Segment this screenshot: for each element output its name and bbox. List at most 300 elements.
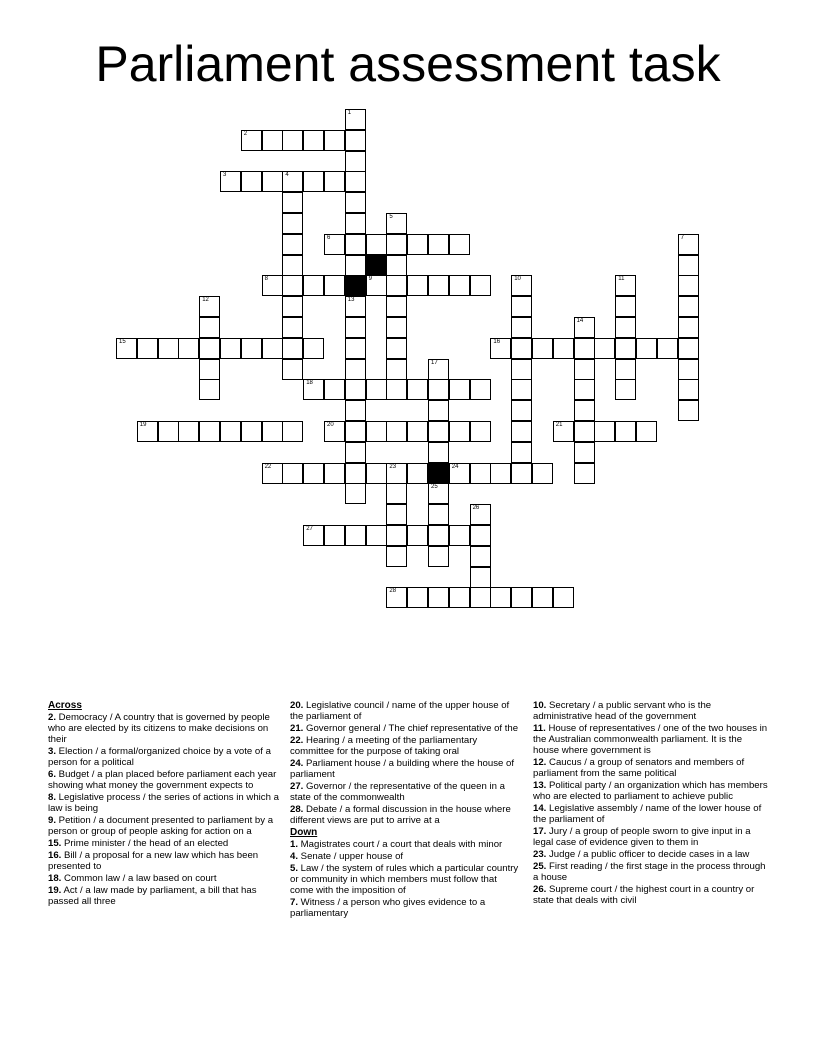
clue-number: 24 [451, 463, 459, 470]
crossword-cell[interactable] [282, 463, 303, 484]
clue-item [533, 826, 769, 848]
clue-item-text: First reading / the first stage in the process through a house [533, 861, 766, 883]
crossword-cell[interactable] [386, 379, 407, 400]
crossword-cell[interactable] [407, 587, 428, 608]
clue-item [290, 897, 522, 919]
crossword-cell[interactable] [282, 359, 303, 380]
crossword-cell[interactable] [386, 234, 407, 255]
crossword-cell[interactable] [282, 338, 303, 359]
crossword-cell[interactable] [574, 359, 595, 380]
clue-item [290, 758, 522, 780]
clue-number: 25 [431, 484, 438, 491]
crossword-cell[interactable] [615, 275, 636, 296]
clue-number: 16 [493, 338, 501, 345]
crossword-cell[interactable] [366, 525, 387, 546]
crossword-cell[interactable] [428, 379, 449, 400]
crossword-cell[interactable] [366, 275, 387, 296]
clue-item-number: 17. [533, 826, 547, 837]
crossword-cell[interactable] [324, 275, 345, 296]
crossword-cell[interactable] [470, 525, 491, 546]
crossword-cell[interactable] [678, 296, 699, 317]
clue-item-text: Common law / a law based on court [61, 873, 217, 884]
crossword-cell[interactable] [657, 338, 678, 359]
crossword-cell[interactable] [178, 421, 199, 442]
crossword-cell[interactable] [574, 421, 595, 442]
crossword-cell[interactable] [345, 317, 366, 338]
crossword-cell[interactable] [574, 463, 595, 484]
crossword-cell[interactable] [615, 338, 636, 359]
crossword-cell[interactable] [386, 255, 407, 276]
clue-number: 18 [306, 380, 313, 387]
clue-item-number: 12. [533, 757, 547, 768]
clue-number: 5 [389, 214, 393, 220]
crossword-cell[interactable] [532, 463, 553, 484]
crossword-cell[interactable] [678, 234, 699, 255]
crossword-cell[interactable] [282, 296, 303, 317]
crossword-cell[interactable] [553, 587, 574, 608]
clue-item [290, 700, 522, 722]
clue-item [48, 746, 280, 768]
crossword-cell[interactable] [137, 421, 158, 442]
clue-item-number: 1. [290, 839, 299, 850]
crossword-cell[interactable] [449, 234, 470, 255]
clue-number: 27 [306, 526, 313, 532]
crossword-cell[interactable] [345, 109, 366, 130]
crossword-cell[interactable] [470, 567, 491, 588]
crossword-cell[interactable] [386, 338, 407, 359]
crossword-cell[interactable] [282, 255, 303, 276]
crossword-cell[interactable] [303, 463, 324, 484]
crossword-cell[interactable] [678, 338, 699, 359]
crossword-cell[interactable] [490, 463, 511, 484]
clue-number: 15 [119, 338, 126, 345]
crossword-cell[interactable] [220, 338, 241, 359]
clue-item [290, 851, 522, 862]
clue-item-number: 2. [48, 712, 57, 723]
crossword-cell[interactable] [615, 421, 636, 442]
crossword-cell[interactable] [345, 192, 366, 213]
clue-item-number: 22. [290, 735, 304, 746]
clue-item [48, 815, 280, 837]
crossword-cell[interactable] [345, 483, 366, 504]
crossword-cell[interactable] [116, 338, 137, 359]
crossword-cell[interactable] [262, 130, 283, 151]
crossword-cell[interactable] [199, 421, 220, 442]
crossword-cell[interactable] [386, 504, 407, 525]
crossword-cell[interactable] [386, 421, 407, 442]
crossword-cell[interactable] [574, 400, 595, 421]
clue-item-number: 9. [48, 815, 57, 826]
crossword-cell[interactable] [428, 442, 449, 463]
crossword-cell[interactable] [137, 338, 158, 359]
clue-item [290, 735, 522, 757]
crossword-cell[interactable] [678, 379, 699, 400]
clue-item-number: 4. [290, 851, 299, 862]
clue-item-text: Bill / a proposal for a new law which has been presented to [48, 850, 259, 872]
crossword-cell[interactable] [407, 525, 428, 546]
crossword-cell[interactable] [449, 421, 470, 442]
crossword-cell[interactable] [470, 587, 491, 608]
clue-item [533, 803, 769, 825]
crossword-cell[interactable] [511, 338, 532, 359]
crossword-cell[interactable] [511, 359, 532, 380]
crossword-cell[interactable] [345, 255, 366, 276]
crossword-cell[interactable] [470, 504, 491, 525]
clue-item-number: 5. [290, 863, 299, 874]
clue-item [533, 757, 769, 779]
crossword-cell[interactable] [366, 379, 387, 400]
clue-item-text: Secretary / a public servant who is the administrative head of the government [533, 700, 712, 722]
crossword-cell[interactable] [345, 421, 366, 442]
crossword-cell[interactable] [345, 171, 366, 192]
crossword-cell[interactable] [262, 463, 283, 484]
crossword-cell[interactable] [345, 359, 366, 380]
crossword-cell[interactable] [678, 275, 699, 296]
crossword-cell[interactable] [282, 130, 303, 151]
clue-number: 13 [347, 297, 355, 304]
clue-item-number: 19. [48, 885, 62, 896]
crossword-cell[interactable] [199, 338, 220, 359]
crossword-cell[interactable] [199, 317, 220, 338]
clue-item-text: Caucus / a group of senators and members of parliament from the same political [533, 757, 745, 779]
crossword-cell[interactable] [678, 317, 699, 338]
crossword-cell[interactable] [553, 421, 574, 442]
crossword-cell[interactable] [449, 525, 470, 546]
crossword-cell[interactable] [490, 587, 511, 608]
clue-item-text: Senate / upper house of [298, 851, 404, 862]
clue-number: 8 [264, 276, 268, 283]
clue-item [48, 885, 280, 907]
clue-column-3 [533, 700, 769, 907]
down-clue-list-continued [533, 700, 769, 906]
crossword-cell[interactable] [303, 379, 324, 400]
crossword-cell[interactable] [386, 483, 407, 504]
clue-item-number: 18. [48, 873, 62, 884]
crossword-cell[interactable] [282, 234, 303, 255]
crossword-cell[interactable] [324, 171, 345, 192]
crossword-cell[interactable] [241, 421, 262, 442]
black-square [428, 463, 449, 484]
crossword-cell[interactable] [262, 421, 283, 442]
crossword-cell[interactable] [407, 421, 428, 442]
clue-item [48, 712, 280, 745]
crossword-cell[interactable] [199, 359, 220, 380]
crossword-cell[interactable] [282, 421, 303, 442]
clue-number: 9 [368, 276, 372, 283]
clue-number: 6 [327, 234, 331, 241]
clue-number: 21 [555, 422, 563, 428]
crossword-cell[interactable] [574, 442, 595, 463]
crossword-cell[interactable] [345, 151, 366, 172]
across-clue-list-continued [290, 700, 522, 826]
clue-item [48, 769, 280, 791]
crossword-cell[interactable] [262, 338, 283, 359]
clue-item [290, 781, 522, 803]
crossword-cell[interactable] [615, 379, 636, 400]
clue-item [48, 792, 280, 814]
page-title: Parliament assessment task [95, 36, 721, 92]
crossword-cell[interactable] [594, 338, 615, 359]
crossword-cell[interactable] [532, 587, 553, 608]
clue-item-text: Legislative assembly / name of the lower house of the parliament of [533, 803, 762, 825]
crossword-cell[interactable] [220, 421, 241, 442]
crossword-cell[interactable] [386, 296, 407, 317]
crossword-cell[interactable] [241, 130, 262, 151]
crossword-cell[interactable] [511, 421, 532, 442]
crossword-cell[interactable] [678, 400, 699, 421]
crossword-cell[interactable] [282, 213, 303, 234]
crossword-cell[interactable] [428, 421, 449, 442]
clue-item-text: Magistrates court / a court that deals with minor [298, 839, 503, 850]
crossword-cell[interactable] [636, 421, 657, 442]
clue-item-text: Petition / a document presented to parliament by a person or group of people asking for action on a [48, 815, 274, 837]
clue-number: 2 [243, 130, 248, 137]
clue-number: 7 [680, 234, 684, 241]
crossword-cell[interactable] [366, 421, 387, 442]
clue-item-text: Judge / a public officer to decide cases in a law [546, 849, 750, 860]
crossword-cell[interactable] [178, 338, 199, 359]
clue-item-text: Prime minister / the head of an elected [61, 838, 229, 849]
clue-item-text: Witness / a person who gives evidence to a parliamentary [290, 897, 486, 919]
crossword-cell[interactable] [158, 421, 179, 442]
clue-item [533, 884, 769, 906]
clue-column-2 [290, 700, 522, 920]
clue-column-1 [48, 700, 280, 908]
crossword-cell[interactable] [428, 234, 449, 255]
down-heading: Down [290, 827, 318, 838]
clue-number: 11 [618, 276, 625, 283]
crossword-cell[interactable] [303, 171, 324, 192]
clue-item-number: 6. [48, 769, 57, 780]
clue-number: 10 [514, 276, 521, 283]
crossword-cell[interactable] [282, 192, 303, 213]
crossword-cell[interactable] [386, 546, 407, 567]
clue-number: 28 [389, 588, 397, 595]
clue-number: 23 [389, 463, 397, 470]
crossword-cell[interactable] [407, 234, 428, 255]
crossword-cell[interactable] [199, 379, 220, 400]
crossword-cell[interactable] [324, 130, 345, 151]
clue-item-text: Debate / a formal discussion in the house where different views are put to arrive at a [290, 804, 511, 826]
crossword-cell[interactable] [470, 421, 491, 442]
crossword-cell[interactable] [345, 338, 366, 359]
clue-item-number: 28. [290, 804, 304, 815]
clue-item-number: 15. [48, 838, 62, 849]
clue-item-text: Governor general / The chief representative of the [303, 723, 519, 734]
clue-item-number: 8. [48, 792, 57, 803]
clue-item-text: Legislative process / the series of actions in which a law is being [48, 792, 279, 814]
crossword-cell[interactable] [345, 296, 366, 317]
clue-item-number: 26. [533, 884, 547, 895]
crossword-cell[interactable] [282, 317, 303, 338]
crossword-cell[interactable] [449, 275, 470, 296]
clue-number: 4 [285, 172, 289, 179]
crossword-cell[interactable] [428, 400, 449, 421]
crossword-cell[interactable] [511, 587, 532, 608]
clue-item-text: Legislative council / name of the upper house of the parliament of [290, 700, 510, 722]
crossword-cell[interactable] [386, 463, 407, 484]
crossword-cell[interactable] [574, 379, 595, 400]
crossword-cell[interactable] [428, 587, 449, 608]
clue-item [48, 838, 280, 849]
crossword-cell[interactable] [470, 463, 491, 484]
crossword-cell[interactable] [262, 275, 283, 296]
crossword-cell[interactable] [407, 463, 428, 484]
crossword-cell[interactable] [511, 317, 532, 338]
clue-item [533, 700, 769, 722]
crossword-cell[interactable] [615, 296, 636, 317]
crossword-cell[interactable] [345, 130, 366, 151]
clue-item [290, 839, 522, 850]
crossword-cell[interactable] [386, 359, 407, 380]
crossword-cell[interactable] [303, 275, 324, 296]
clue-item [48, 850, 280, 872]
clue-item-text: Election / a formal/organized choice by a vote of a person for a political [48, 746, 271, 768]
crossword-cell[interactable] [428, 359, 449, 380]
crossword-cell[interactable] [407, 379, 428, 400]
clue-number: 3 [223, 172, 227, 179]
crossword-cell[interactable] [345, 234, 366, 255]
crossword-cell[interactable] [262, 171, 283, 192]
clue-item [290, 723, 522, 734]
crossword-cell[interactable] [386, 275, 407, 296]
down-clue-list [290, 839, 522, 919]
clue-item-text: Hearing / a meeting of the parliamentary committee for the purpose of taking oral [290, 735, 478, 757]
crossword-cell[interactable] [241, 338, 262, 359]
clue-item [533, 861, 769, 883]
crossword-cell[interactable] [407, 275, 428, 296]
clue-item-text: Budget / a plan placed before parliament each year showing what money the government expects to [48, 769, 277, 791]
clue-item-text: Parliament house / a building where the house of parliament [290, 758, 515, 780]
crossword-cell[interactable] [282, 275, 303, 296]
clue-number: 20 [327, 422, 334, 428]
crossword-cell[interactable] [386, 587, 407, 608]
crossword-cell[interactable] [428, 525, 449, 546]
clue-number: 26 [472, 505, 480, 512]
crossword-cell[interactable] [345, 525, 366, 546]
clue-item-number: 23. [533, 849, 547, 860]
across-heading: Across [48, 700, 82, 711]
crossword-cell[interactable] [345, 442, 366, 463]
crossword-cell[interactable] [324, 525, 345, 546]
crossword-cell[interactable] [511, 400, 532, 421]
crossword-cell[interactable] [303, 130, 324, 151]
crossword-cell[interactable] [366, 234, 387, 255]
crossword-cell[interactable] [511, 463, 532, 484]
crossword-cell[interactable] [428, 546, 449, 567]
clue-item-number: 27. [290, 781, 304, 792]
clue-number: 17 [431, 359, 438, 366]
crossword-cell[interactable] [553, 338, 574, 359]
crossword-cell[interactable] [220, 171, 241, 192]
crossword-cell[interactable] [511, 442, 532, 463]
clue-number: 19 [139, 422, 147, 428]
crossword-cell[interactable] [470, 546, 491, 567]
clue-number: 12 [202, 297, 209, 304]
crossword-cell[interactable] [324, 421, 345, 442]
clue-item [533, 723, 769, 756]
clue-item-number: 20. [290, 700, 304, 711]
crossword-cell[interactable] [428, 504, 449, 525]
clue-item-text: Jury / a group of people sworn to give input in a legal case of evidence given to them in [533, 826, 751, 848]
crossword-cell[interactable] [594, 421, 615, 442]
crossword-cell[interactable] [615, 359, 636, 380]
clue-item-number: 10. [533, 700, 547, 711]
clue-item-number: 7. [290, 897, 299, 908]
crossword-cell[interactable] [303, 338, 324, 359]
crossword-cell[interactable] [490, 338, 511, 359]
clue-item-text: House of representatives / one of the two houses in the Australian commonwealth parliament. It is the house where government is [533, 723, 768, 756]
crossword-cell[interactable] [241, 171, 262, 192]
crossword-cell[interactable] [449, 379, 470, 400]
crossword-cell[interactable] [386, 213, 407, 234]
clue-item-text: Governor / the representative of the queen in a state of the commonwealth [290, 781, 505, 803]
clue-item-number: 14. [533, 803, 547, 814]
crossword-cell[interactable] [428, 483, 449, 504]
crossword-cell[interactable] [158, 338, 179, 359]
clue-item-number: 11. [533, 723, 546, 734]
crossword-cell[interactable] [449, 587, 470, 608]
black-square [366, 255, 387, 276]
crossword-cell[interactable] [324, 379, 345, 400]
crossword-cell[interactable] [615, 317, 636, 338]
clue-item-number: 24. [290, 758, 304, 769]
crossword-cell[interactable] [678, 255, 699, 276]
clue-item-text: Political party / an organization which has members who are elected to parliament to achieve public [533, 780, 768, 802]
crossword-cell[interactable] [511, 379, 532, 400]
crossword-cell[interactable] [678, 359, 699, 380]
crossword-cell[interactable] [199, 296, 220, 317]
crossword-cell[interactable] [511, 275, 532, 296]
clue-item [48, 873, 280, 884]
clue-item-number: 13. [533, 780, 547, 791]
crossword-cell[interactable] [574, 338, 595, 359]
black-square [345, 275, 366, 296]
clue-number: 1 [347, 110, 352, 116]
crossword-cell[interactable] [636, 338, 657, 359]
crossword-cell[interactable] [532, 338, 553, 359]
clue-item-number: 25. [533, 861, 547, 872]
crossword-cell[interactable] [574, 317, 595, 338]
across-clue-list [48, 712, 280, 907]
clue-item-number: 3. [48, 746, 57, 757]
crossword-cell[interactable] [345, 400, 366, 421]
crossword-cell[interactable] [428, 275, 449, 296]
crossword-cell[interactable] [470, 275, 491, 296]
clue-number: 22 [264, 463, 272, 470]
crossword-cell[interactable] [345, 379, 366, 400]
crossword-cell[interactable] [449, 463, 470, 484]
crossword-cell[interactable] [386, 317, 407, 338]
crossword-cell[interactable] [303, 525, 324, 546]
crossword-cell[interactable] [386, 525, 407, 546]
crossword-cell[interactable] [324, 463, 345, 484]
crossword-cell[interactable] [345, 213, 366, 234]
clue-item-number: 16. [48, 850, 62, 861]
crossword-cell[interactable] [324, 234, 345, 255]
clue-item [533, 849, 769, 860]
crossword-cell[interactable] [345, 463, 366, 484]
clue-item [290, 804, 522, 826]
clue-item [533, 780, 769, 802]
crossword-cell[interactable] [282, 171, 303, 192]
clue-item-text: Democracy / A country that is governed by people who are elected by its citizens to make decisions on their [48, 712, 270, 745]
crossword-cell[interactable] [470, 379, 491, 400]
crossword-cell[interactable] [511, 296, 532, 317]
crossword-cell[interactable] [366, 463, 387, 484]
clue-item-number: 21. [290, 723, 304, 734]
clue-number: 14 [576, 318, 584, 324]
